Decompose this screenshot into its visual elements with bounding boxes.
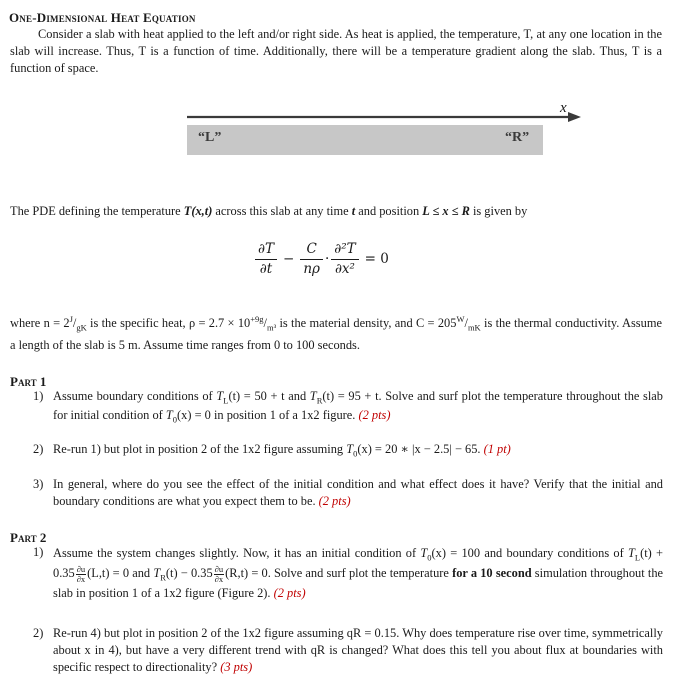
p2q1-tl-sub: L <box>634 552 641 563</box>
pde-time-var: t <box>351 204 356 218</box>
p2q1-e: (t) − 0.35 <box>165 566 213 581</box>
p1q3-points: (2 pts) <box>318 494 351 509</box>
p2q1-a: Assume the system changes slightly. Now, it has an initial condition of <box>53 546 421 560</box>
p1q2-points: (1 pt) <box>483 442 511 456</box>
p2-q1-number: 1) <box>33 545 44 559</box>
constants-paragraph: where $n = 2^J/_{gK}$ is the specific heat, $\rho = 2.7 \times 10^{+9g}/_{m^3}$ is the material density, and $C = 205^W/_{mK}$ is the thermal conductivity. Assume a length of the slab is 5 m. Assume time ranges from 0 to 100 seconds. <box>10 314 662 352</box>
p1q1-tl-sub: L <box>223 395 229 406</box>
pde-intro <box>10 203 527 220</box>
eq-dt: ∂t <box>259 260 273 277</box>
intro-text: Consider a slab with heat applied to the left and/or right side. As heat is applied, the temperature, T, at any one location in the slab will increase. Thus, T is a function of time. Additionally, there will be a temperature gradient along the slab. Thus, T is a function of space. <box>10 27 662 76</box>
p1q1-tr-sub: R <box>316 395 323 406</box>
p2q1-f: (R,t) = 0. Solve and surf plot the temperature <box>225 566 453 581</box>
p1-q1-number: 1) <box>33 389 44 403</box>
p2q1-frac-1-den: ∂x <box>76 573 86 584</box>
p2q1-b: (x) = 100 and boundary conditions of <box>431 546 628 560</box>
eq-dot: · <box>324 250 330 267</box>
c-unit-den: mK <box>467 322 481 333</box>
p1q2-t0: T <box>346 442 354 456</box>
page-title: One-Dimensional Heat Equation <box>9 10 196 25</box>
pde-intro-prefix: The PDE defining the temperature <box>10 204 184 218</box>
p2q2-a: Re-run 4) but plot in position 2 of the 1x2 figure assuming qR = 0.15. Why does temperature rise over time, symmetrically about x in 4), but have a very different trend with qR is changed? What does this tell you about flux at boundaries with specific respect to directionality? <box>53 626 663 675</box>
p1q2-a: Re-run 1) but plot in position 2 of the 1x2 figure assuming <box>53 442 347 456</box>
p2q1-c: (t) + 0.35 <box>53 546 664 581</box>
eq-d2T: ∂²T <box>334 241 356 257</box>
p2q1-bold: for a 10 second <box>452 566 532 581</box>
p2-q1-text <box>53 544 663 603</box>
pde-intro-mid: across this slab at any time <box>212 204 352 218</box>
p2q1-t0-sub: 0 <box>427 552 432 563</box>
pde-inequality: L ≤ x ≤ R <box>422 204 470 218</box>
p2q1-t0: T <box>420 546 428 560</box>
pde-intro-suffix: is given by <box>469 204 528 218</box>
p1-q2-number: 2) <box>33 442 44 456</box>
c-value: C = 205 <box>415 316 457 331</box>
p2-q2-number: 2) <box>33 626 44 640</box>
p2q1-frac-1-num: ∂u <box>76 563 86 574</box>
rho-unit-den: m³ <box>266 322 277 333</box>
slab-right-label: “R” <box>505 130 530 145</box>
pde-intro-mid2: and position <box>355 204 423 218</box>
p1q1-d: (x) = 0 in position 1 of a 1x2 figure. <box>177 408 359 423</box>
p2q2-points: (3 pts) <box>220 660 253 675</box>
eq-minus: − <box>283 250 295 267</box>
p1-q3-number: 3) <box>33 477 44 491</box>
rho-desc: is the material density, and <box>276 316 416 331</box>
eq-dx2: ∂x² <box>334 260 355 277</box>
p1q1-tl: T <box>216 389 224 403</box>
p2q1-frac-2-den: ∂x <box>214 573 224 584</box>
p2q1-tr: T <box>153 566 161 581</box>
slab-left-label: “L” <box>198 130 222 145</box>
p1q1-tr: T <box>309 389 317 403</box>
p1q1-c: (t) = 95 + t. Solve and surf plot the temperature throughout the slab for initial condition of <box>53 389 664 423</box>
p2q1-tl: T <box>627 546 635 560</box>
p2q1-points: (2 pts) <box>273 586 306 601</box>
slab-rectangle <box>187 125 543 155</box>
eq-dT: ∂T <box>258 241 274 257</box>
p2q1-frac-2 <box>214 565 224 584</box>
rho-value: ρ = 2.7 × 10 <box>188 316 251 331</box>
p1q2-b: (x) = 20 ∗ |x − 2.5| − 65. <box>357 442 484 456</box>
p1q2-t0-sub: 0 <box>353 448 358 459</box>
pde-equation <box>255 240 395 278</box>
rho-unit-num: g <box>259 314 264 324</box>
p1q1-t0: T <box>165 408 173 423</box>
c-desc: is the thermal conductivity. Assume a length of the slab is 5 m. Assume time ranges from 0 to 100 seconds. <box>10 316 662 352</box>
p1q1-t0-sub: 0 <box>172 414 178 425</box>
eq-C: C <box>306 241 317 257</box>
p2q1-g: simulation throughout the slab in position 1 of a 1x2 figure (Figure 2). <box>53 566 664 601</box>
eq-nrho: nρ <box>303 260 320 277</box>
n-desc: is the specific heat, <box>86 316 189 331</box>
n-value: where n = 2 <box>10 316 70 331</box>
eq-rhs: = 0 <box>364 250 389 267</box>
x-axis-label: x <box>560 100 567 116</box>
n-unit-den: gK <box>76 322 87 333</box>
p1q1-b: (t) = 50 + t and <box>228 389 310 403</box>
p1-q2-text <box>53 441 663 460</box>
rho-exp: +9 <box>250 314 260 324</box>
p2q1-frac-2-num: ∂u <box>214 563 224 574</box>
p1-q1-text <box>53 388 663 426</box>
pde-function: T(x,t) <box>183 204 213 218</box>
n-unit-num: J <box>69 314 73 324</box>
p1-q3-text <box>53 476 663 510</box>
part1-heading: Part 1 <box>10 374 47 389</box>
p1q1-a: Assume boundary conditions of <box>53 389 217 403</box>
x-axis-arrow <box>185 105 585 125</box>
p1q3-a: In general, where do you see the effect of the initial condition and what effect does it have? Verify that the initial and boundary conditions are what you expect them to be. <box>53 477 663 509</box>
p2q1-frac-1 <box>76 565 86 584</box>
part2-heading: Part 2 <box>10 530 47 545</box>
p1q1-points: (2 pts) <box>358 408 391 423</box>
p2q1-d: (L,t) = 0 and <box>87 566 154 581</box>
p2-q2-text <box>53 625 663 676</box>
intro-paragraph <box>10 26 662 77</box>
p2q1-tr-sub: R <box>160 572 166 583</box>
c-unit-num: W <box>456 314 465 324</box>
